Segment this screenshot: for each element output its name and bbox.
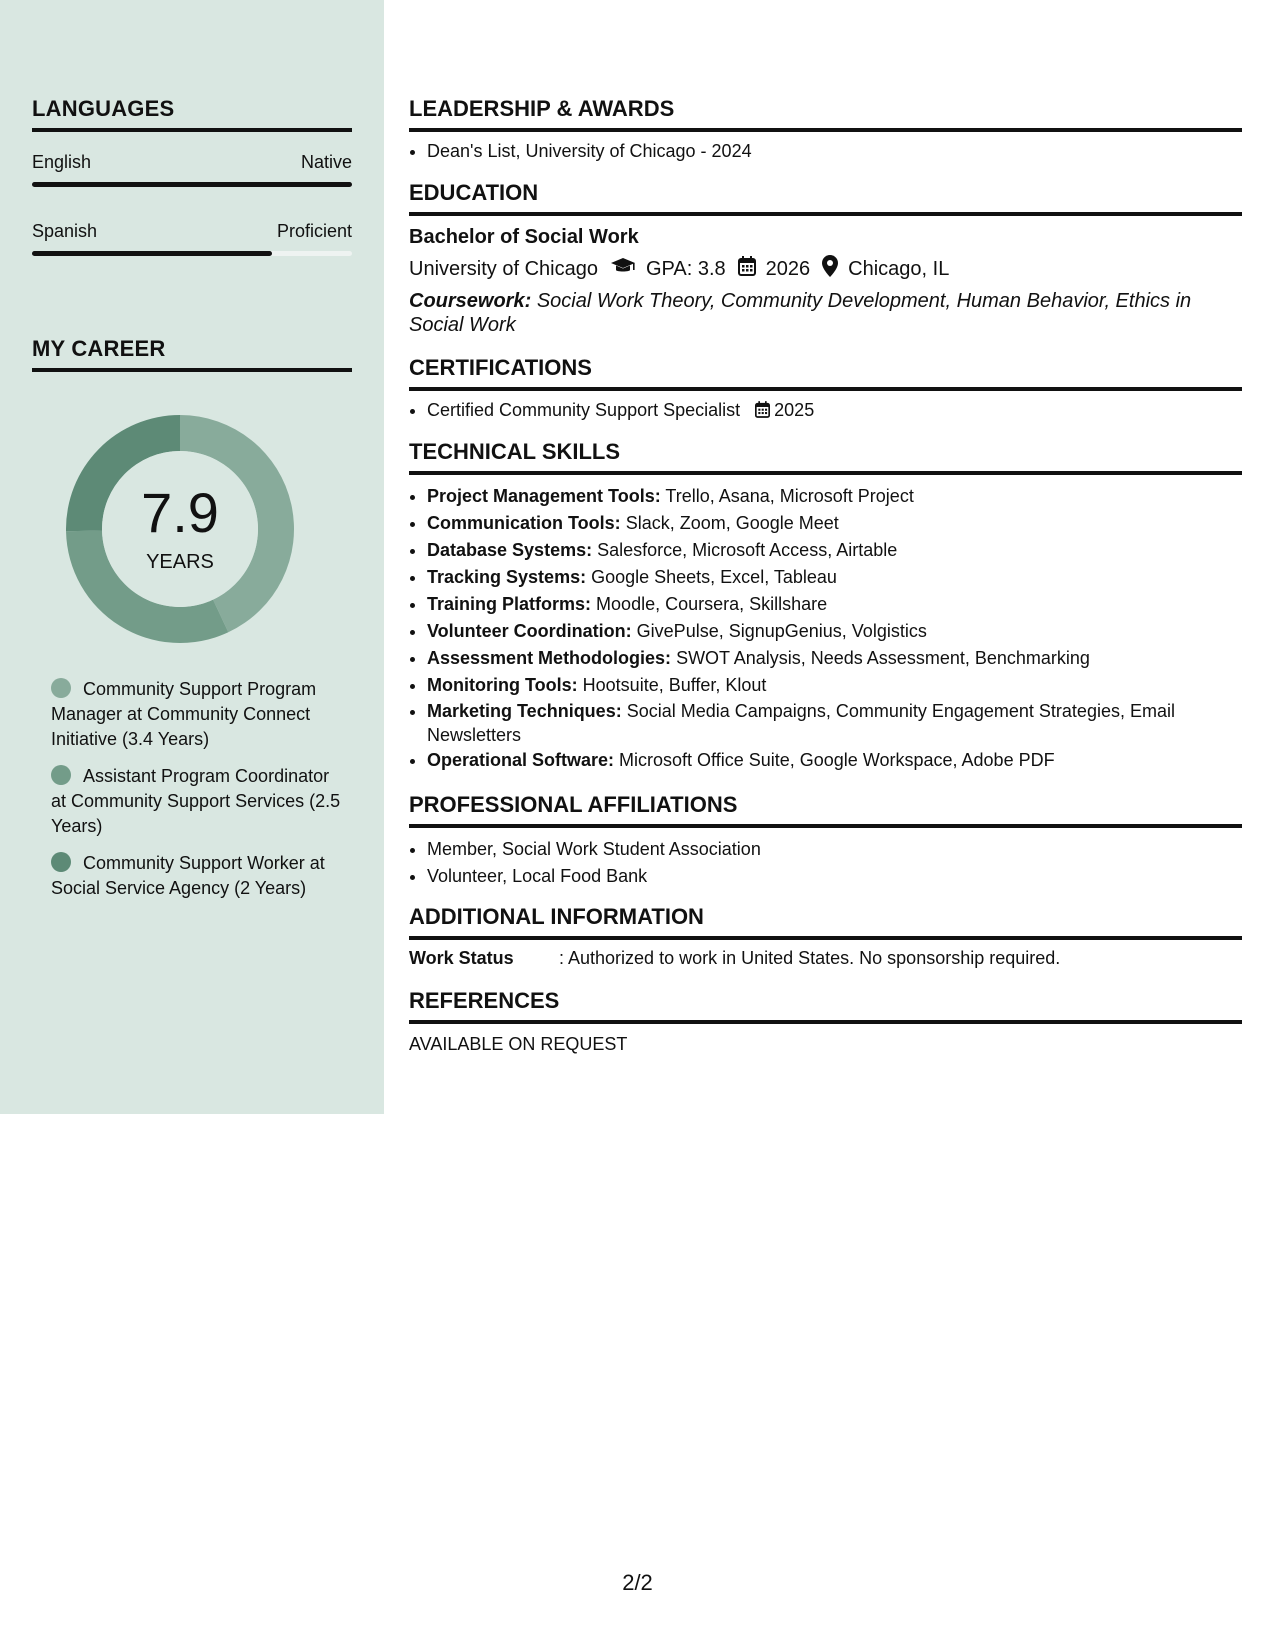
- language-bar-fill: [32, 182, 352, 187]
- graduation-year: 2026: [765, 257, 811, 280]
- calendar-icon: [738, 256, 756, 282]
- education-details: [409, 255, 1242, 283]
- language-bar-fill: [32, 251, 272, 256]
- list-item: • Volunteer, Local Food Bank: [427, 863, 1242, 890]
- language-level: Native: [300, 152, 352, 172]
- list-item: [427, 397, 1242, 426]
- career-section: [32, 336, 352, 372]
- languages-section: [32, 96, 352, 256]
- career-total-years: 7.9: [141, 481, 219, 544]
- coursework-text: Social Work Theory, Community Development, Human Behavior, Ethics in Social Work: [409, 290, 1192, 336]
- career-donut-chart: [66, 415, 294, 643]
- references-section: [409, 988, 1242, 1055]
- map-pin-icon: [822, 255, 838, 283]
- skill-item: • Communication Tools: Slack, Zoom, Google Meet: [427, 510, 1242, 537]
- language-english: [32, 152, 352, 187]
- language-level: Proficient: [276, 221, 352, 241]
- legend-dot: [51, 852, 71, 872]
- certification-name: Certified Community Support Specialist: [427, 400, 741, 420]
- additional-section: [409, 904, 1242, 969]
- sidebar: [0, 0, 384, 1114]
- school-name: University of Chicago: [409, 257, 598, 280]
- skill-item: • Training Platforms: Moodle, Coursera, Skillshare: [427, 591, 1242, 618]
- language-spanish: [32, 221, 352, 256]
- list-item: • Dean's List, University of Chicago - 2024: [427, 138, 1242, 165]
- language-name: English: [32, 152, 92, 172]
- language-bar: [32, 251, 352, 256]
- legend-dot: [51, 765, 71, 785]
- coursework-label: Coursework:: [409, 290, 532, 312]
- references-title: REFERENCES: [409, 988, 1242, 1024]
- work-status-value: : Authorized to work in United States. No sponsorship required.: [559, 948, 1061, 968]
- skill-item: • Monitoring Tools: Hootsuite, Buffer, Klout: [427, 672, 1242, 699]
- skill-item: • Operational Software: Microsoft Office Suite, Google Workspace, Adobe PDF: [427, 747, 1242, 774]
- skills-list: [409, 483, 1242, 774]
- skills-section: [409, 439, 1242, 774]
- certifications-title: CERTIFICATIONS: [409, 355, 1242, 391]
- career-years-unit: YEARS: [146, 551, 214, 573]
- calendar-icon: [755, 399, 770, 426]
- legend-label: Community Support Worker at Social Service Agency (2 Years): [51, 853, 325, 898]
- list-item: • Member, Social Work Student Association: [427, 836, 1242, 863]
- references-text: AVAILABLE ON REQUEST: [409, 1034, 628, 1054]
- skills-title: TECHNICAL SKILLS: [409, 439, 1242, 475]
- skill-item: • Database Systems: Salesforce, Microsoft Access, Airtable: [427, 537, 1242, 564]
- legend-label: Assistant Program Coordinator at Community Support Services (2.5 Years): [51, 766, 341, 836]
- gpa: GPA: 3.8: [645, 257, 726, 280]
- affiliations-title: PROFESSIONAL AFFILIATIONS: [409, 792, 1242, 828]
- donut-center: [66, 415, 294, 643]
- degree-title: Bachelor of Social Work: [409, 226, 639, 248]
- career-legend: [51, 677, 341, 913]
- leadership-title: LEADERSHIP & AWARDS: [409, 96, 1242, 132]
- education-title: EDUCATION: [409, 180, 1242, 216]
- leadership-section: [409, 96, 1242, 165]
- legend-item: [51, 677, 341, 752]
- certifications-section: [409, 355, 1242, 426]
- location: Chicago, IL: [848, 257, 950, 280]
- legend-dot: [51, 678, 71, 698]
- work-status-row: [409, 948, 1242, 969]
- page-number: 2/2: [622, 1570, 653, 1595]
- skill-item: • Volunteer Coordination: GivePulse, SignupGenius, Volgistics: [427, 618, 1242, 645]
- language-name: Spanish: [32, 221, 98, 241]
- certification-year: 2025: [774, 400, 815, 420]
- legend-item: [51, 851, 341, 901]
- legend-label: Community Support Program Manager at Community Connect Initiative (3.4 Years): [51, 679, 317, 749]
- skill-item: • Project Management Tools: Trello, Asana, Microsoft Project: [427, 483, 1242, 510]
- graduation-cap-icon: [610, 257, 636, 281]
- language-bar: [32, 182, 352, 187]
- work-status-label: Work Status: [409, 948, 514, 968]
- affiliations-section: [409, 792, 1242, 890]
- skill-item: • Marketing Techniques: Social Media Campaigns, Community Engagement Strategies, Email Newsletters: [427, 699, 1242, 747]
- skill-item: • Tracking Systems: Google Sheets, Excel, Tableau: [427, 564, 1242, 591]
- additional-title: ADDITIONAL INFORMATION: [409, 904, 1242, 940]
- legend-item: [51, 764, 341, 839]
- coursework: [409, 289, 1242, 337]
- skill-item: • Assessment Methodologies: SWOT Analysis, Needs Assessment, Benchmarking: [427, 645, 1242, 672]
- languages-title: LANGUAGES: [32, 96, 352, 132]
- education-section: [409, 180, 1242, 337]
- career-title: MY CAREER: [32, 336, 352, 372]
